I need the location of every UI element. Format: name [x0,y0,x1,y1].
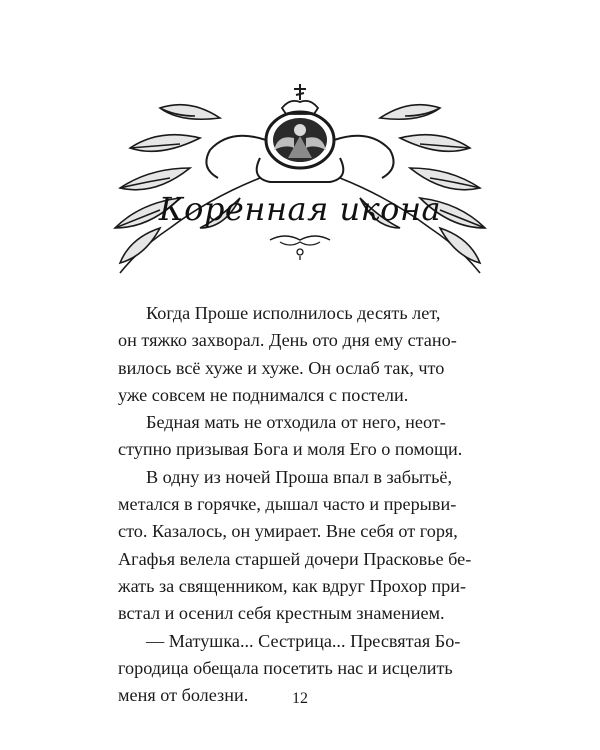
flourish-icon [265,232,335,262]
text-line: встал и осенил себя крестным знамением. [118,603,445,624]
body-text [118,300,490,709]
text-line: Бедная мать не отходила от него, неот- [146,412,446,433]
left-foliage [115,105,260,273]
text-line: меня от болезни. [118,685,249,706]
text-line: уже совсем не поднимался с постели. [118,384,409,405]
angel-medallion-icon [266,112,334,168]
text-line: он тяжко захворал. День ото дня ему стано- [118,330,457,351]
page-number: 12 [292,690,308,707]
text-line: Когда Проше исполнилось десять лет, [146,303,441,323]
text-line: сто. Казалось, он умирает. Вне себя от горя, [118,521,458,542]
cross-icon [294,84,306,100]
text-line: — Матушка... Сестрица... Пресвятая Бо- [146,630,461,651]
chapter-title: Коренная икона [158,190,442,228]
text-line: ступно призывая Бога и моля Его о помощи. [118,439,463,460]
text-line: метался в горячке, дышал часто и прерыви- [118,494,457,515]
text-line: вилось всё хуже и хуже. Он ослаб так, что [118,357,445,378]
paragraph [118,464,490,628]
text-line: В одну из ночей Проша впал в забытьё, [146,466,453,487]
text-line: городица обещала посетить нас и исцелить [118,657,453,678]
text-line: Агафья велела старшей дочери Прасковье бе- [118,548,472,569]
paragraph [118,300,490,409]
right-foliage [340,105,485,273]
paragraph [118,409,490,464]
text-line: жать за священником, как вдруг Прохор при- [118,575,467,596]
